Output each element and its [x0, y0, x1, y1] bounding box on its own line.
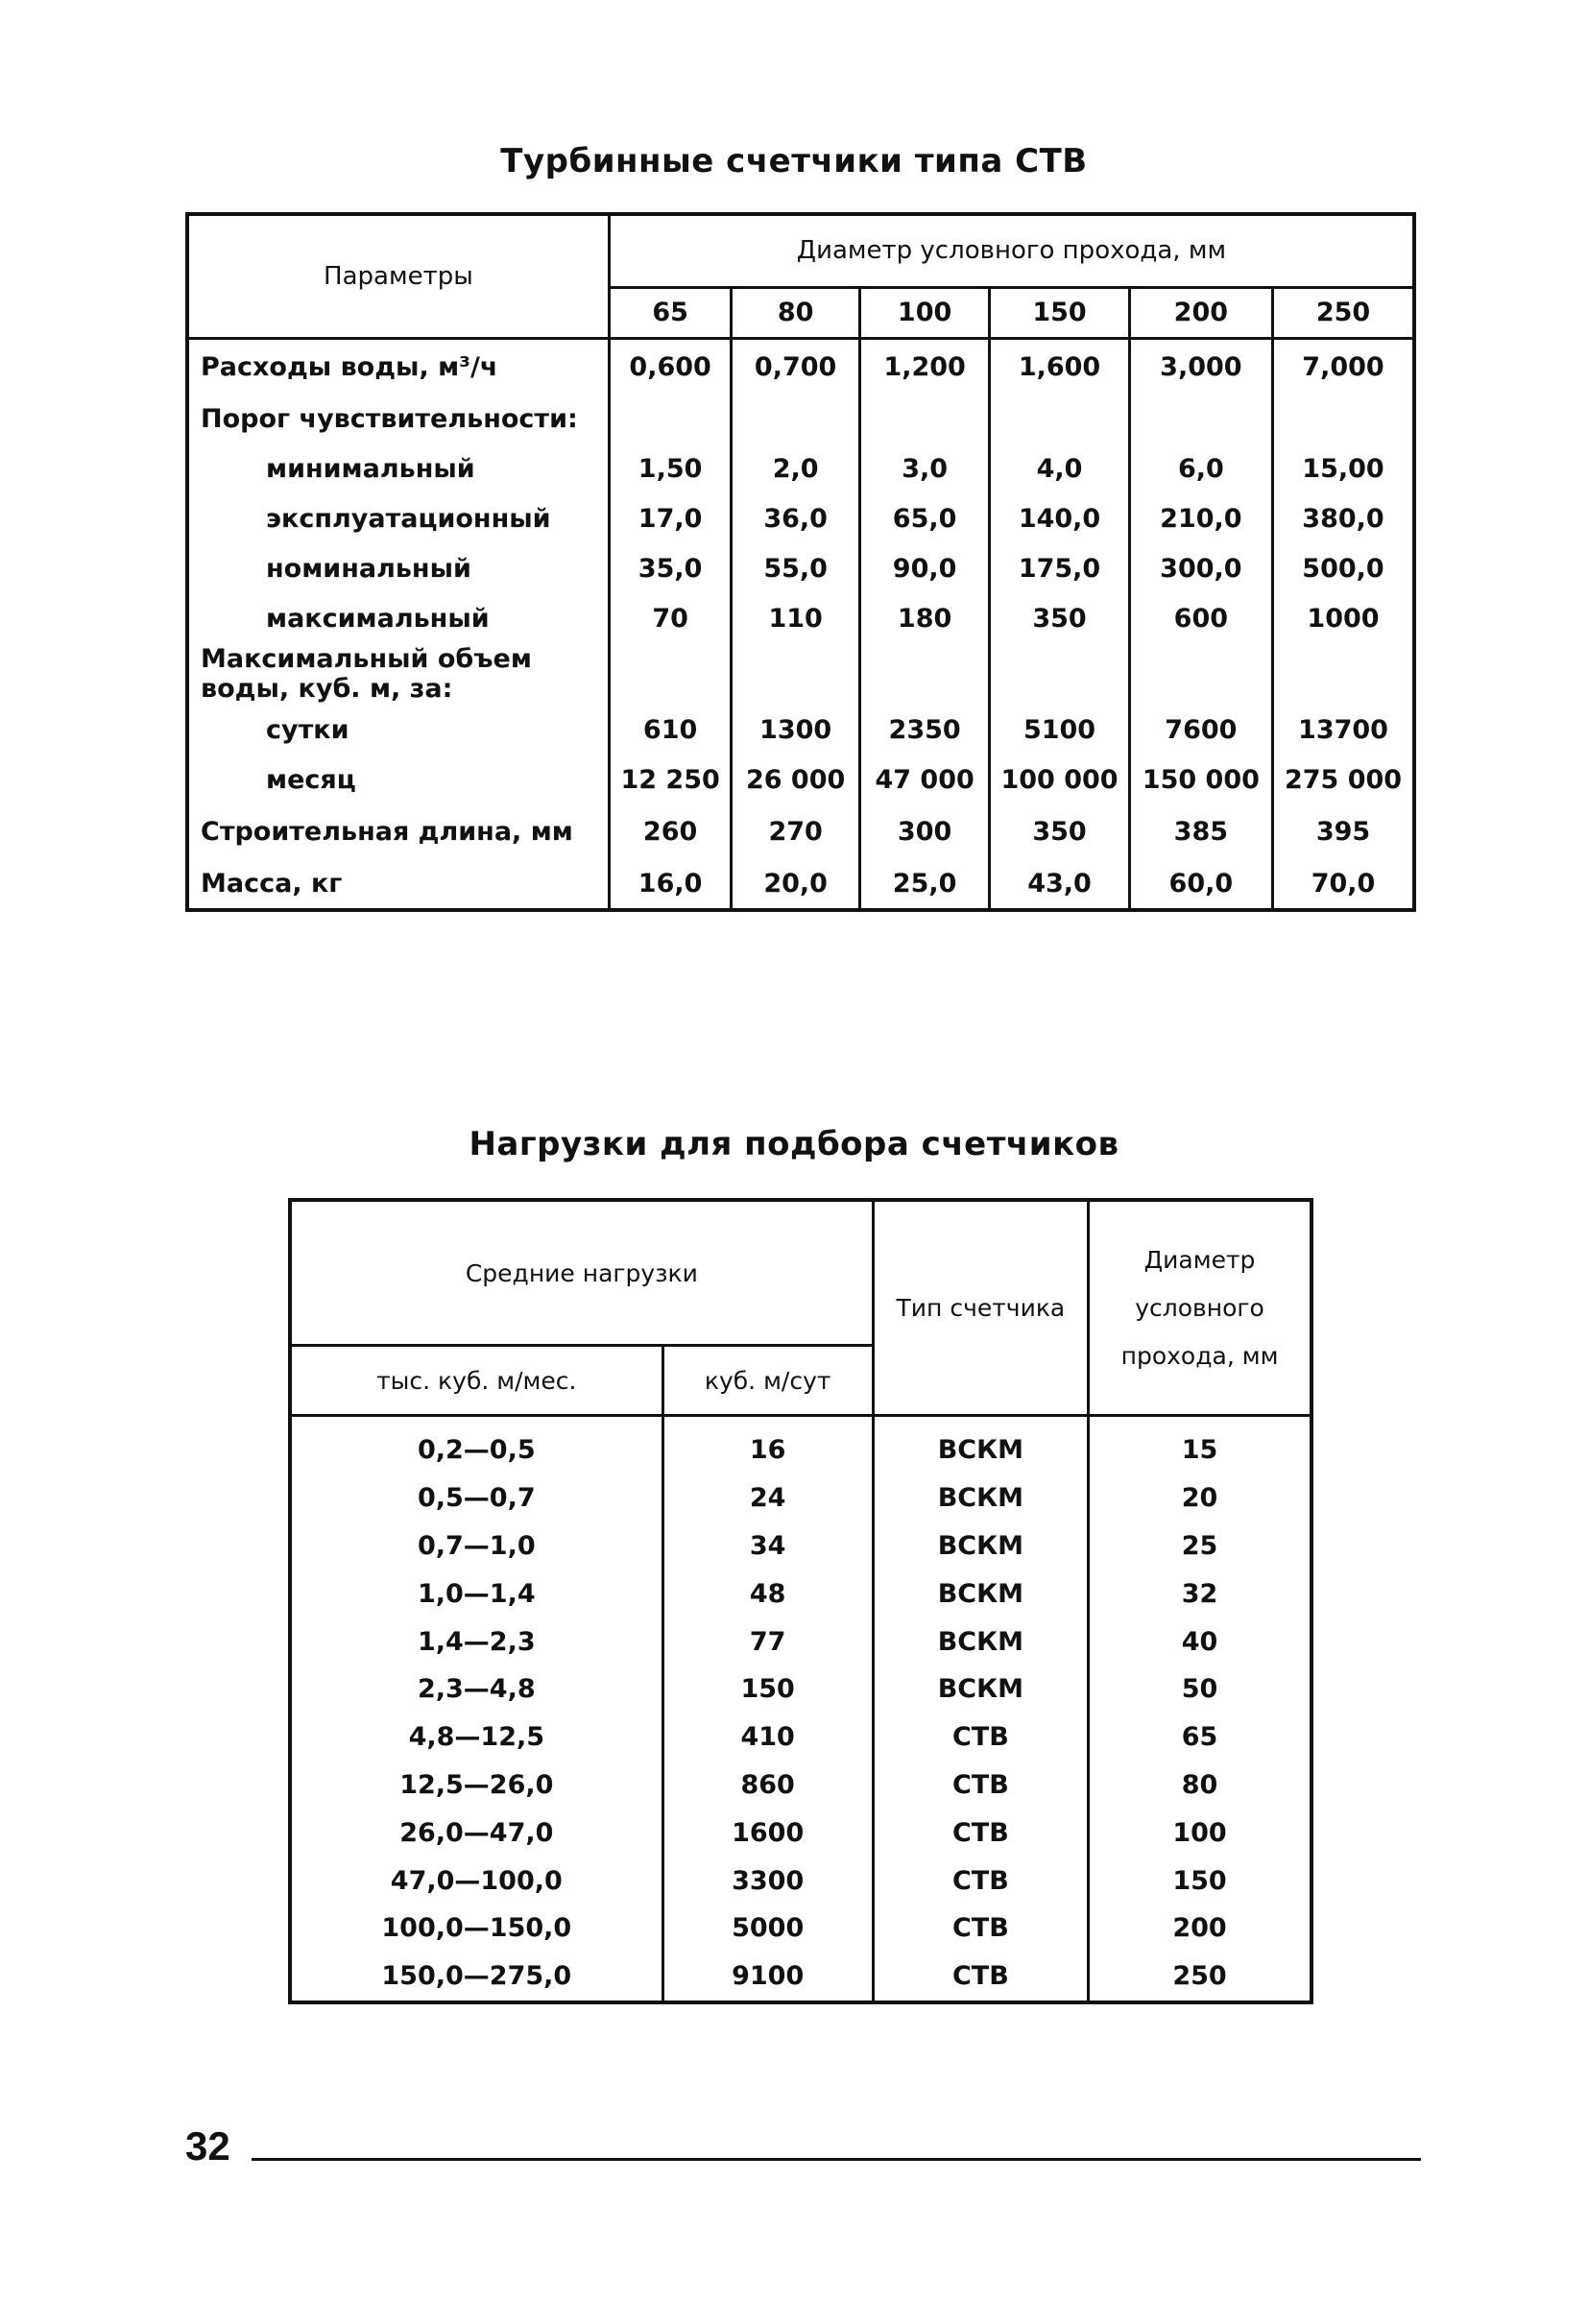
table-cell: 17,0	[609, 493, 732, 543]
table-row	[187, 755, 1414, 804]
table-cell: 25,0	[859, 858, 989, 910]
table-row	[290, 1665, 1311, 1713]
table2-title: Нагрузки для подбора счетчиков	[469, 1125, 1119, 1163]
table-cell: 600	[1129, 593, 1272, 643]
row-label: номинальный	[187, 543, 609, 593]
row-label: Порог чувствительности:	[187, 394, 609, 443]
table-cell-month: 12,5—26,0	[290, 1761, 662, 1809]
table-cell: 90,0	[859, 543, 989, 593]
table-cell-type: СТВ	[873, 1953, 1088, 2002]
row-label: месяц	[187, 755, 609, 804]
table-cell-type: ВСКМ	[873, 1522, 1088, 1570]
table-cell: 4,0	[990, 443, 1129, 493]
table-cell-type: ВСКМ	[873, 1474, 1088, 1522]
table-cell-day: 410	[662, 1713, 873, 1761]
table-cell-dn: 100	[1172, 1817, 1227, 1848]
table-cell: 70,0	[1311, 868, 1376, 898]
table-cell-type: СТВ	[873, 1857, 1088, 1905]
table-cell-dn: 15	[1181, 1435, 1218, 1466]
table-row	[290, 1569, 1311, 1617]
diameter-65: 65	[609, 287, 732, 338]
table-cell: 180	[859, 593, 989, 643]
table-cell: 20,0	[732, 858, 859, 910]
table-cell: 350	[990, 804, 1129, 858]
table-cell-type: СТВ	[873, 1761, 1088, 1809]
diameter-150: 150	[990, 287, 1129, 338]
table-cell: 26 000	[732, 755, 859, 804]
table-cell-month: 26,0—47,0	[290, 1809, 662, 1857]
table-row	[290, 1905, 1311, 1953]
table-row	[187, 493, 1414, 543]
table-row	[187, 643, 1414, 705]
table-cell: 1,600	[990, 339, 1129, 395]
table-row	[290, 1416, 1311, 1474]
table-cell-dn: 250	[1172, 1961, 1227, 1992]
month-load-header: тыс. куб. м/мес.	[290, 1346, 662, 1416]
table-row	[187, 705, 1414, 755]
table-cell	[859, 394, 989, 443]
table-cell: 260	[609, 804, 732, 858]
table-cell: 350	[990, 593, 1129, 643]
meter-selection-table	[288, 1198, 1313, 2004]
table-cell-month: 150,0—275,0	[290, 1953, 662, 2002]
table-cell: 16,0	[609, 858, 732, 910]
table-cell: 380,0	[1302, 503, 1384, 534]
table-cell-day: 1600	[662, 1809, 873, 1857]
table-cell-day: 3300	[662, 1857, 873, 1905]
table-cell	[1129, 643, 1272, 705]
table-cell-type: ВСКМ	[873, 1665, 1088, 1713]
table-cell-dn: 40	[1181, 1626, 1218, 1657]
diameter-200: 200	[1129, 287, 1272, 338]
meter-type-header: Тип счетчика	[873, 1200, 1088, 1416]
table-cell: 55,0	[732, 543, 859, 593]
table-cell: 140,0	[990, 493, 1129, 543]
table-cell: 2,0	[732, 443, 859, 493]
table-cell: 300	[859, 804, 989, 858]
table-cell-day: 16	[662, 1416, 873, 1474]
table-cell: 70	[609, 593, 732, 643]
table-cell	[1129, 394, 1272, 443]
table-cell	[859, 643, 989, 705]
table-cell	[732, 643, 859, 705]
diameter-100: 100	[859, 287, 989, 338]
table-cell: 1000	[1307, 603, 1380, 634]
diameter-80: 80	[732, 287, 859, 338]
page-number: 32	[185, 2123, 230, 2168]
table-cell: 3,0	[859, 443, 989, 493]
table-row	[290, 1809, 1311, 1857]
table-cell	[732, 394, 859, 443]
table-row	[290, 1761, 1311, 1809]
table-row	[290, 1617, 1311, 1665]
table-cell: 65,0	[859, 493, 989, 543]
table-row	[290, 1474, 1311, 1522]
table-cell: 395	[1315, 816, 1371, 847]
row-label: Строительная длина, мм	[187, 804, 609, 858]
table-cell-month: 4,8—12,5	[290, 1713, 662, 1761]
table-cell-day: 860	[662, 1761, 873, 1809]
row-label: Максимальный объем воды, куб. м, за:	[187, 643, 609, 705]
row-label: Расходы воды, м³/ч	[187, 339, 609, 395]
diameter-header: Диаметр условного прохода, мм	[609, 214, 1414, 287]
table-cell-day: 77	[662, 1617, 873, 1665]
table-cell-type: ВСКМ	[873, 1569, 1088, 1617]
table-cell-month: 100,0—150,0	[290, 1905, 662, 1953]
table-cell: 1300	[732, 705, 859, 755]
table-cell-month: 0,5—0,7	[290, 1474, 662, 1522]
table-cell-dn: 50	[1181, 1674, 1218, 1705]
table-cell: 7600	[1129, 705, 1272, 755]
row-label: сутки	[187, 705, 609, 755]
table-cell-day: 150	[662, 1665, 873, 1713]
table-cell-dn: 20	[1181, 1483, 1218, 1514]
table-cell	[609, 394, 732, 443]
table-row	[187, 339, 1414, 395]
table-row	[187, 804, 1414, 858]
table1-title: Турбинные счетчики типа СТВ	[500, 142, 1088, 180]
table-cell-type: СТВ	[873, 1713, 1088, 1761]
table-cell: 60,0	[1129, 858, 1272, 910]
table-cell	[990, 394, 1129, 443]
table-cell: 500,0	[1302, 553, 1384, 584]
table-row	[290, 1522, 1311, 1570]
row-label: Масса, кг	[187, 858, 609, 910]
diameter-250: 250	[1273, 287, 1414, 338]
table-row	[290, 1713, 1311, 1761]
day-load-header: куб. м/сут	[662, 1346, 873, 1416]
table-cell: 7,000	[1302, 351, 1384, 382]
table-cell: 36,0	[732, 493, 859, 543]
table-cell: 610	[609, 705, 732, 755]
avg-load-header: Средние нагрузки	[290, 1200, 873, 1346]
table-row	[187, 443, 1414, 493]
table-cell-dn: 65	[1181, 1722, 1218, 1753]
table-row	[290, 1953, 1311, 2002]
table-cell: 110	[732, 593, 859, 643]
table-cell-type: СТВ	[873, 1905, 1088, 1953]
table-cell: 0,700	[732, 339, 859, 395]
table-cell: 35,0	[609, 543, 732, 593]
table-cell	[609, 643, 732, 705]
table-cell-type: ВСКМ	[873, 1416, 1088, 1474]
turbine-meters-table	[185, 212, 1416, 912]
table-row	[187, 543, 1414, 593]
table-cell: 385	[1129, 804, 1272, 858]
table-cell: 2350	[859, 705, 989, 755]
table-cell-dn: 32	[1181, 1578, 1218, 1609]
table-cell-dn: 200	[1172, 1913, 1227, 1944]
table-cell: 13700	[1298, 714, 1388, 745]
table-cell: 210,0	[1129, 493, 1272, 543]
table-cell: 300,0	[1129, 543, 1272, 593]
table-cell-type: СТВ	[873, 1809, 1088, 1857]
table-cell: 1,50	[609, 443, 732, 493]
row-label: эксплуатационный	[187, 493, 609, 543]
table-cell-month: 47,0—100,0	[290, 1857, 662, 1905]
table-cell: 0,600	[609, 339, 732, 395]
table-cell: 275 000	[1284, 764, 1403, 795]
table-cell-type: ВСКМ	[873, 1617, 1088, 1665]
table-cell: 3,000	[1129, 339, 1272, 395]
table-cell-dn: 80	[1181, 1769, 1218, 1800]
table-cell: 12 250	[609, 755, 732, 804]
table-row	[187, 593, 1414, 643]
table-cell	[1273, 394, 1414, 443]
table-row	[187, 858, 1414, 910]
table-cell: 6,0	[1129, 443, 1272, 493]
table-cell: 175,0	[990, 543, 1129, 593]
table-cell: 150 000	[1129, 755, 1272, 804]
table1-body	[187, 339, 1414, 911]
param-header: Параметры	[187, 214, 609, 339]
table-row	[290, 1857, 1311, 1905]
table-cell-dn: 25	[1181, 1530, 1218, 1561]
table-cell-month: 0,2—0,5	[290, 1416, 662, 1474]
table-cell: 47 000	[859, 755, 989, 804]
table-cell-month: 0,7—1,0	[290, 1522, 662, 1570]
table-cell	[990, 643, 1129, 705]
table-cell-day: 34	[662, 1522, 873, 1570]
table-cell	[1273, 643, 1414, 705]
table-cell: 43,0	[990, 858, 1129, 910]
row-label: минимальный	[187, 443, 609, 493]
table-cell-dn: 150	[1172, 1865, 1227, 1896]
table-cell-month: 2,3—4,8	[290, 1665, 662, 1713]
table-row	[187, 394, 1414, 443]
table-cell: 100 000	[990, 755, 1129, 804]
table-cell-month: 1,4—2,3	[290, 1617, 662, 1665]
table-cell: 270	[732, 804, 859, 858]
table2-body	[290, 1416, 1311, 2002]
footer-rule	[252, 2158, 1421, 2161]
table-cell: 15,00	[1302, 453, 1384, 484]
diameter-header-2: Диаметр условного прохода, мм	[1089, 1200, 1311, 1416]
table-cell-month: 1,0—1,4	[290, 1569, 662, 1617]
table-cell-day: 24	[662, 1474, 873, 1522]
table-cell: 1,200	[859, 339, 989, 395]
table-cell-day: 9100	[662, 1953, 873, 2002]
table-cell-day: 48	[662, 1569, 873, 1617]
row-label: максимальный	[187, 593, 609, 643]
table-cell-day: 5000	[662, 1905, 873, 1953]
table-cell: 5100	[990, 705, 1129, 755]
